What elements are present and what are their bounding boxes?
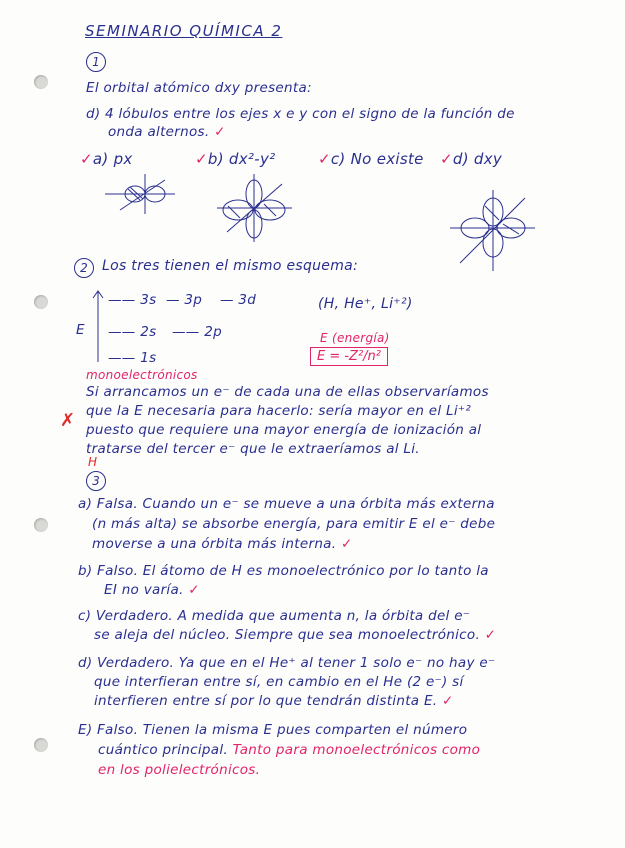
pink-note: monoelectrónicos	[86, 368, 198, 382]
option-c: ✓c) No existe	[318, 150, 424, 168]
question-text: El orbital atómico dxy presenta:	[86, 80, 312, 96]
check-mark: ✓	[195, 150, 208, 168]
question-text: Los tres tienen el mismo esquema:	[102, 258, 359, 274]
level-3s: —— 3s	[108, 292, 157, 308]
q2-text-line: Si arrancamos un e⁻ de cada una de ellas observaríamos	[86, 384, 489, 400]
check-mark: ✓	[484, 627, 497, 643]
energy-note: E (energía)	[320, 331, 390, 345]
q3-item-d-line: d) Verdadero. Ya que en el He⁺ al tener 1 solo e⁻ no hay e⁻	[78, 655, 496, 671]
check-mark: ✓	[340, 536, 353, 552]
dx2y2-orbital-drawing	[212, 172, 297, 244]
answer-line: d) 4 lóbulos entre los ejes x e y con el signo de la función de	[86, 106, 515, 122]
q2-text-line: puesto que requiere una mayor energía de ionización al	[86, 422, 482, 438]
q3-item-e-line: cuántico principal. Tanto para monoelectrónicos como	[98, 742, 481, 758]
q3-item-a-line: a) Falsa. Cuando un e⁻ se mueve a una órbita más externa	[78, 496, 495, 512]
level-3p: — 3p	[166, 292, 203, 308]
px-orbital-drawing	[100, 172, 180, 217]
level-3d: — 3d	[220, 292, 257, 308]
answer-line: onda alternos. ✓	[108, 124, 226, 140]
q3-item-d-line: que interfieran entre sí, en cambio en el He (2 e⁻) sí	[94, 674, 464, 690]
level-1s: —— 1s	[108, 350, 157, 366]
check-mark: ✓	[318, 150, 331, 168]
page-title: SEMINARIO QUÍMICA 2	[85, 22, 283, 40]
q3-item-d-line: interfieren entre sí por lo que tendrán distinta E. ✓	[94, 693, 454, 709]
red-note: H	[88, 455, 98, 469]
q2-text-line: tratarse del tercer e⁻ que le extraeríamos al Li.	[86, 441, 420, 457]
check-mark: ✓	[80, 150, 93, 168]
punch-hole	[34, 75, 48, 89]
q2-text-line: que la E necesaria para hacerlo: sería mayor en el Li⁺²	[86, 403, 472, 419]
level-2p: —— 2p	[172, 324, 222, 340]
question-number: 1	[86, 52, 106, 72]
q3-item-b-line: b) Falso. El átomo de H es monoelectrónico por lo tanto la	[78, 563, 489, 579]
punch-hole	[34, 518, 48, 532]
option-b: ✓b) dx²-y²	[195, 150, 276, 168]
level-2s: —— 2s	[108, 324, 157, 340]
q3-item-a-line: (n más alta) se absorbe energía, para emitir E el e⁻ debe	[92, 516, 496, 532]
energy-formula: E = -Z²/n²	[310, 347, 388, 366]
question-number: 3	[86, 471, 106, 491]
check-mark: ✓	[441, 693, 454, 709]
punch-hole	[34, 295, 48, 309]
question-number: 2	[74, 258, 94, 278]
q3-item-c-line: c) Verdadero. A medida que aumenta n, la órbita del e⁻	[78, 608, 471, 624]
q3-item-b-line: EI no varía. ✓	[104, 582, 200, 598]
q3-item-a-line: moverse a una órbita más interna. ✓	[92, 536, 353, 552]
check-mark: ✓	[188, 582, 200, 598]
dxy-orbital-drawing	[445, 188, 540, 273]
check-mark: ✓	[440, 150, 453, 168]
option-a: ✓a) px	[80, 150, 133, 168]
q3-item-e-line: E) Falso. Tienen la misma E pues comparten el número	[78, 722, 468, 738]
species-list: (H, He⁺, Li⁺²)	[318, 296, 413, 312]
check-mark: ✓	[214, 124, 226, 140]
energy-axis	[90, 288, 110, 364]
q3-item-e-pink-line: en los polielectrónicos.	[98, 762, 261, 778]
option-d: ✓d) dxy	[440, 150, 503, 168]
q3-item-c-line: se aleja del núcleo. Siempre que sea monoelectrónico. ✓	[94, 627, 497, 643]
wrong-mark: ✗	[60, 410, 76, 431]
energy-label: E	[76, 322, 85, 338]
punch-hole	[34, 738, 48, 752]
